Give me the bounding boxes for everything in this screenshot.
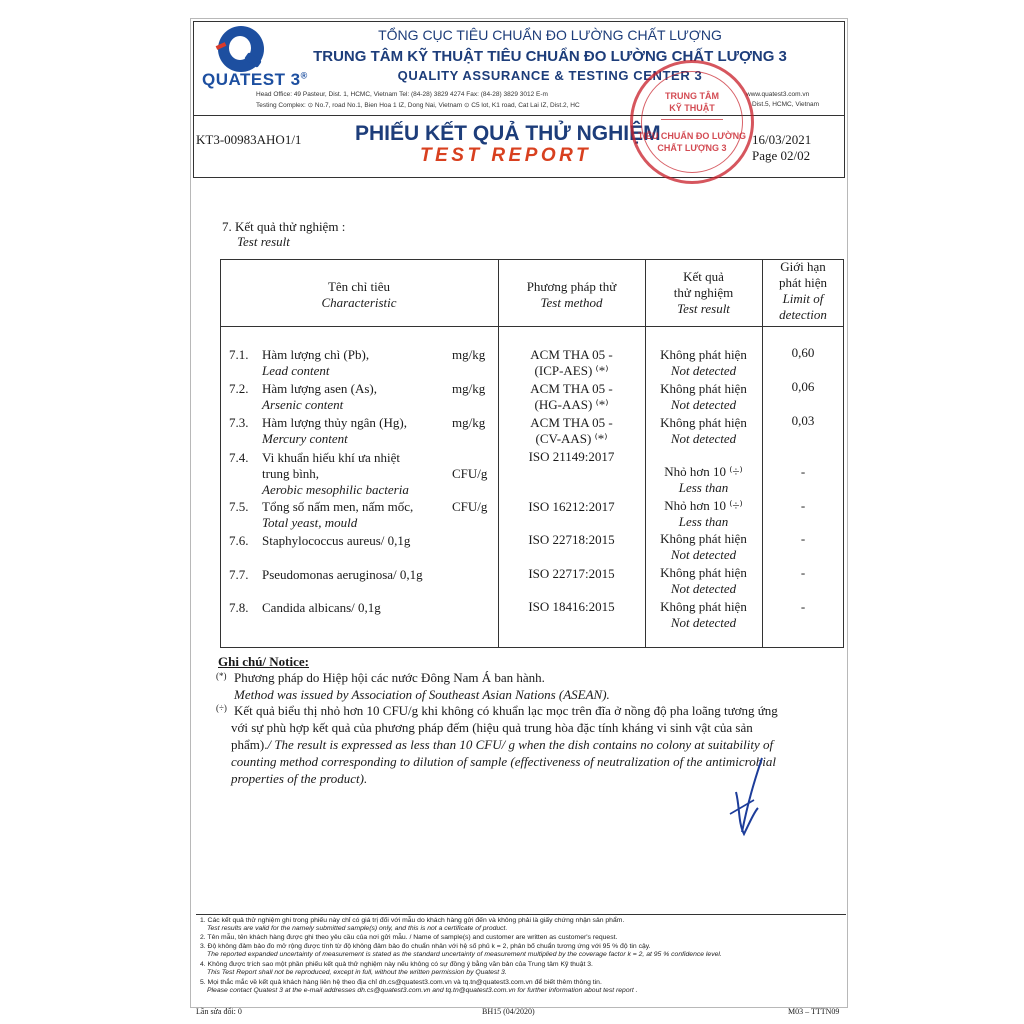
head-office-address: Head Office: 49 Pasteur, Dist. 1, HCMC, Vietnam Tel: (84-28) 3829 4274 Fax: (84-28) 3829 3012 E-m (256, 91, 548, 98)
row-number: 7.8. (229, 600, 249, 615)
row-number: 7.6. (229, 533, 249, 548)
revision-number: Lần sửa đổi: 0 (196, 1007, 242, 1016)
footer-term-2: 2. Tên mẫu, tên khách hàng được ghi theo yêu cầu của nơi gửi mẫu. / Name of sample(s) and customer are written as customer's request. (200, 934, 618, 941)
row-name-vi: Staphylococcus aureus/ 0,1g (262, 533, 411, 548)
row-name-vi: Tổng số nấm men, nấm mốc, (262, 499, 414, 514)
header-limit-of-detection: Giới hạn phát hiện Limit of detection (778, 259, 827, 322)
row-result-vi: Nhỏ hơn 10 ⁽÷⁾ (664, 464, 743, 479)
report-title-en: TEST REPORT (420, 145, 592, 166)
row-number: 7.1. (229, 347, 249, 362)
row-number: 7.7. (229, 567, 249, 582)
row-result-vi: Không phát hiện (660, 347, 747, 362)
row-name-vi: Hàm lượng chì (Pb), (262, 347, 370, 362)
row-name-vi-cont: trung bình, (262, 466, 320, 481)
row-method-detail: (ICP-AES) ⁽*⁾ (534, 363, 609, 378)
row-name-en: Mercury content (262, 431, 348, 446)
signature-mark (724, 752, 774, 842)
form-code: BH15 (04/2020) (482, 1007, 535, 1016)
header-test-method: Phương pháp thử Test method (526, 279, 617, 310)
row-limit: - (800, 565, 806, 580)
row-result-vi: Không phát hiện (660, 599, 747, 614)
row-result-en: Less than (678, 514, 729, 529)
row-result-en: Not detected (670, 581, 737, 596)
row-result-vi: Không phát hiện (660, 531, 747, 546)
row-limit: 0,60 (791, 345, 815, 360)
row-method: ISO 22718:2015 (528, 532, 615, 547)
testing-complex-address: Testing Complex: ⊙ No.7, road No.1, Bien Hoa 1 IZ, Dong Nai, Vietnam ⊙ C5 lot, K1 road, Cat Lai IZ, Dist.2, HC (256, 102, 580, 109)
row-limit: 0,03 (791, 413, 815, 428)
stamp-line-4: CHẤT LƯỢNG 3 (657, 143, 727, 153)
row-result-en: Not detected (670, 363, 737, 378)
row-method: ACM THA 05 - (530, 347, 613, 362)
section-title-vi: 7. Kết quả thử nghiệm : (222, 219, 346, 234)
stamp-line-3: TIÊU CHUẨN ĐO LƯỜNG (637, 131, 747, 141)
note-2-mark: (÷) (216, 703, 227, 713)
row-result-vi: Không phát hiện (660, 415, 747, 430)
header-characteristic: Tên chỉ tiêu Characteristic (321, 279, 397, 310)
row-name-en: Aerobic mesophilic bacteria (262, 482, 409, 497)
row-result-vi: Nhỏ hơn 10 ⁽÷⁾ (664, 498, 743, 513)
note-2-line-4: counting method corresponding to dilution of sample (effectiveness of neutralization of the antimicrobial (231, 754, 776, 769)
row-name-vi: Vi khuẩn hiếu khí ưa nhiệt (262, 450, 401, 465)
logo-text: QUATEST 3® (202, 70, 308, 89)
header-test-result: Kết quả thử nghiệm Test result (673, 269, 734, 316)
report-page: Page 02/02 (752, 148, 811, 163)
row-method: ISO 18416:2015 (528, 599, 615, 614)
row-name-en: Arsenic content (262, 397, 344, 412)
note-2-line-5: properties of the product). (231, 771, 368, 786)
footer-term-5: 5. Mọi thắc mắc về kết quả khách hàng liên hệ theo địa chỉ dh.cs@quatest3.com.vn và tq.tn@quatest3.com.vn để biết thêm thông tin. (200, 979, 602, 986)
footer-term-3-en: The reported expanded uncertainty of measurement is stated as the standard uncertainty of measurement multiplied by the coverage factor k = 2, at 95 % confidence level. (207, 951, 722, 958)
row-result-en: Not detected (670, 431, 737, 446)
section-title-en: Test result (237, 234, 290, 249)
table-header-divider (220, 326, 844, 327)
note-1-en: Method was issued by Association of Southeast Asian Nations (ASEAN). (234, 687, 610, 702)
row-method: ACM THA 05 - (530, 381, 613, 396)
note-1-mark: (*) (216, 671, 227, 681)
footer-term-5-en: Please contact Quatest 3 at the e-mail addresses dh.cs@quatest3.com.vn and tq.tn@quatest3.com.vn for further information about test report . (207, 987, 638, 994)
row-name-vi: Candida albicans/ 0,1g (262, 600, 381, 615)
footer-term-3: 3. Độ không đảm bảo đo mở rộng được tính từ độ không đảm bảo đo chuẩn nhân với hệ số phủ k = 2, phân bố chuẩn tương ứng với 95 % độ tin cậy. (200, 943, 651, 950)
row-result-vi: Không phát hiện (660, 565, 747, 580)
org-line-3: QUALITY ASSURANCE & TESTING CENTER 3 (397, 68, 703, 83)
row-method: ISO 22717:2015 (528, 566, 615, 581)
footer-term-4: 4. Không được trích sao một phần phiếu kết quả thử nghiệm này nếu không có sự đồng ý bằng văn bản của Trung tâm Kỹ thuật 3. (200, 961, 593, 968)
org-line-2: TRUNG TÂM KỸ THUẬT TIÊU CHUẨN ĐO LƯỜNG CHẤT LƯỢNG 3 (313, 48, 787, 65)
official-stamp (630, 60, 754, 184)
notice-heading: Ghi chú/ Notice: (218, 654, 309, 669)
row-result-vi: Không phát hiện (660, 381, 747, 396)
row-number: 7.5. (229, 499, 249, 514)
footer-term-4-en: This Test Report shall not be reproduced, except in full, without the written permission by Quatest 3. (207, 969, 507, 976)
row-method: ACM THA 05 - (530, 415, 613, 430)
row-unit: mg/kg (452, 381, 486, 396)
footer-term-1: 1. Các kết quả thử nghiệm ghi trong phiếu này chỉ có giá trị đối với mẫu do khách hàng gửi đến và không phải là giấy chứng nhận sản phẩm. (200, 917, 625, 924)
document-code: M03 – TTTN09 (788, 1007, 840, 1016)
quatest-logo-icon (218, 26, 264, 72)
row-name-vi: Hàm lượng asen (As), (262, 381, 378, 396)
row-limit: - (800, 599, 806, 614)
row-name-en: Lead content (262, 363, 330, 378)
row-number: 7.2. (229, 381, 249, 396)
row-number: 7.3. (229, 415, 249, 430)
address-tail: Dist.5, HCMC, Vietnam (752, 101, 820, 108)
row-result-en: Less than (678, 480, 729, 495)
row-limit: - (800, 498, 806, 513)
report-title-vi: PHIẾU KẾT QUẢ THỬ NGHIỆM (355, 122, 661, 145)
stamp-line-1: TRUNG TÂM (665, 91, 719, 101)
row-method-detail: (CV-AAS) ⁽*⁾ (535, 431, 608, 446)
row-unit: CFU/g (452, 466, 488, 481)
row-unit: CFU/g (452, 499, 488, 514)
note-2-line-1: Kết quả biểu thị nhỏ hơn 10 CFU/g khi không có khuẩn lạc mọc trên đĩa ở nồng độ pha loãng tương ứng (234, 703, 778, 718)
note-2-line-2: với sự phù hợp kết quả của phương pháp đếm (hiệu quả trung hòa đặc tính kháng vi sinh vật của sản (231, 720, 753, 735)
org-line-1: TỔNG CỤC TIÊU CHUẨN ĐO LƯỜNG CHẤT LƯỢNG (378, 27, 722, 43)
row-name-en: Total yeast, mould (262, 515, 358, 530)
note-2-line-3: phẩm)./ The result is expressed as less than 10 CFU/ g when the dish contains no colony at suitability of (231, 737, 774, 752)
row-limit: 0,06 (791, 379, 815, 394)
row-result-en: Not detected (670, 615, 737, 630)
row-method: ISO 16212:2017 (528, 499, 615, 514)
row-name-vi: Hàm lượng thủy ngân (Hg), (262, 415, 407, 430)
footer-term-1-en: Test results are valid for the namely submitted sample(s) only, and this is not a certificate of product. (207, 925, 508, 932)
row-unit: mg/kg (452, 415, 486, 430)
report-date: 16/03/2021 (752, 132, 812, 147)
row-limit: - (800, 531, 806, 546)
website: www.quatest3.com.vn (746, 91, 810, 98)
row-method: ISO 21149:2017 (528, 449, 615, 464)
report-reference: KT3-00983AHO1/1 (196, 132, 302, 147)
row-method-detail: (HG-AAS) ⁽*⁾ (534, 397, 609, 412)
row-result-en: Not detected (670, 547, 737, 562)
row-limit: - (800, 464, 806, 479)
note-1-vi: Phương pháp do Hiệp hội các nước Đông Nam Á ban hành. (234, 670, 545, 685)
stamp-line-2: KỸ THUẬT (669, 103, 715, 113)
row-result-en: Not detected (670, 397, 737, 412)
row-number: 7.4. (229, 450, 249, 465)
row-unit: mg/kg (452, 347, 486, 362)
row-name-vi: Pseudomonas aeruginosa/ 0,1g (262, 567, 423, 582)
